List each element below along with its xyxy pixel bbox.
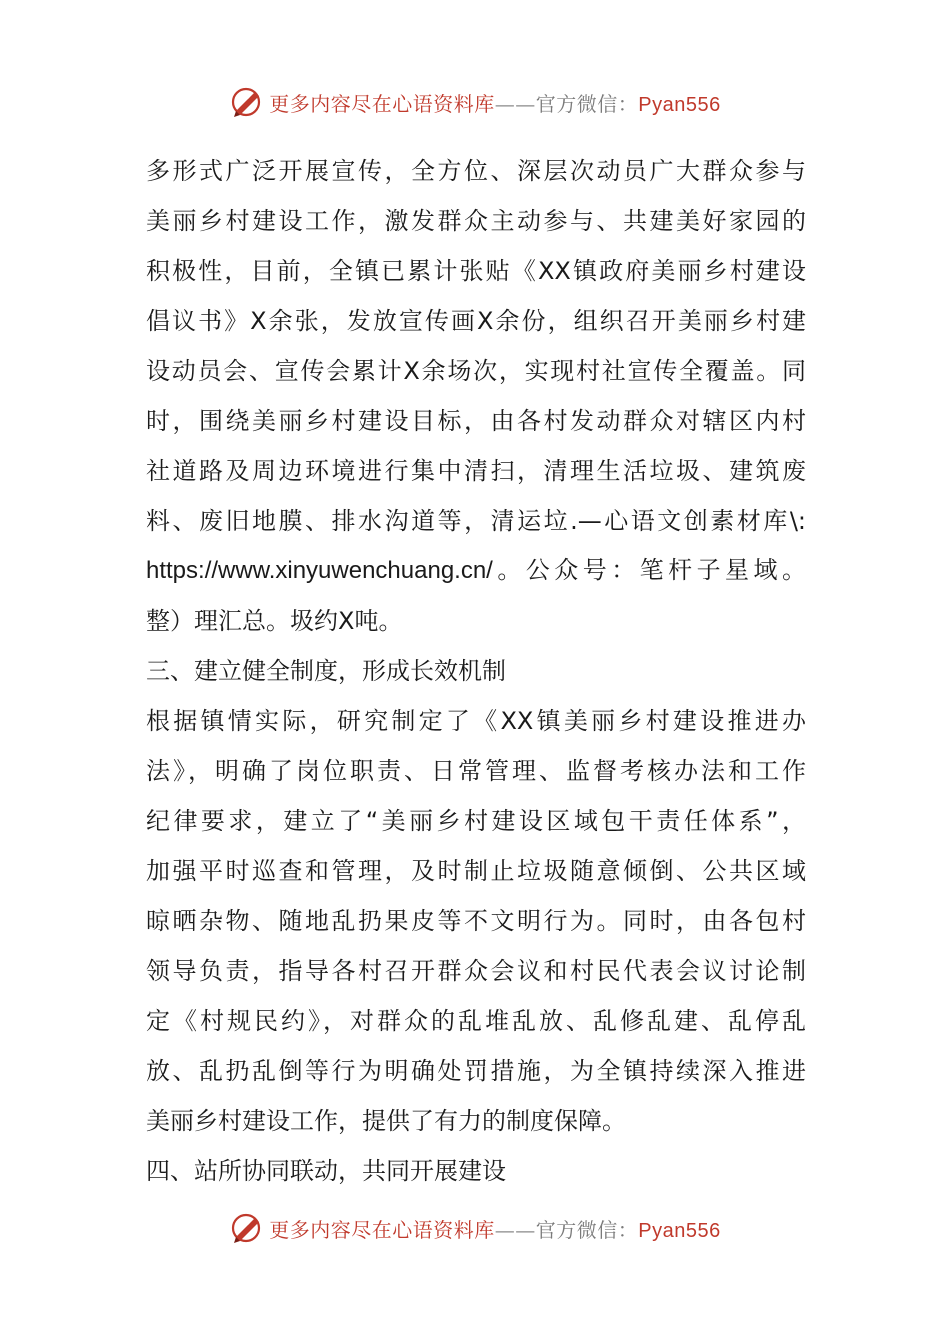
text-line: 设动员会、宣传会累计X余场次，实现村社宣传全覆盖。同: [146, 357, 806, 385]
text-line: 多形式广泛开展宣传，全方位、深层次动员广大群众参与: [146, 157, 806, 185]
pen-logo-icon: [229, 1210, 265, 1246]
text-line: 加强平时巡查和管理，及时制止垃圾随意倾倒、公共区域: [146, 857, 806, 885]
banner-wechat-id: Pyan556: [638, 93, 721, 116]
section-heading: 三、建立健全制度，形成长效机制: [146, 657, 506, 685]
text-line: 美丽乡村建设工作，激发群众主动参与、共建美好家园的: [146, 207, 806, 235]
text-line: 根据镇情实际，研究制定了《XX镇美丽乡村建设推进办: [146, 707, 806, 735]
banner-separator: ——: [494, 91, 536, 116]
text-line: 时，围绕美丽乡村建设目标，由各村发动群众对辖区内村: [146, 407, 806, 435]
text-line: 纪律要求，建立了“美丽乡村建设区域包干责任体系”，: [146, 807, 806, 835]
banner-title: 更多内容尽在心语资料库: [269, 91, 495, 116]
text-line: 法》，明确了岗位职责、日常管理、监督考核办法和工作: [146, 757, 806, 785]
text-line: 定《村规民约》，对群众的乱堆乱放、乱修乱建、乱停乱: [146, 1007, 806, 1035]
text-line: 积极性，目前，全镇已累计张贴《XX镇政府美丽乡村建设: [146, 257, 806, 285]
pen-logo-icon: [229, 84, 265, 120]
footer-banner: [0, 1208, 950, 1248]
section-heading: 四、站所协同联动，共同开展建设: [146, 1157, 506, 1185]
banner-wechat-id: Pyan556: [638, 1219, 721, 1242]
banner-wechat-label: 官方微信：: [535, 1217, 639, 1242]
text-line: 晾晒杂物、随地乱扔果皮等不文明行为。同时，由各包村: [146, 907, 806, 935]
text-line-url: https://www.xinyuwenchuang.cn/。公众号：笔杆子星域。: [146, 557, 806, 584]
text-line: 倡议书》X余张，发放宣传画X余份，组织召开美丽乡村建: [146, 307, 806, 335]
text-line: 美丽乡村建设工作，提供了有力的制度保障。: [146, 1107, 626, 1135]
banner-title: 更多内容尽在心语资料库: [269, 1217, 495, 1242]
text-line: 放、乱扔乱倒等行为明确处罚措施，为全镇持续深入推进: [146, 1057, 806, 1085]
banner-wechat-label: 官方微信：: [535, 91, 639, 116]
text-line: 整）理汇总。圾约X吨。: [146, 607, 403, 635]
banner-separator: ——: [494, 1217, 536, 1242]
text-line: 料、废旧地膜、排水沟道等，清运垃.—心语文创素材库\:: [146, 507, 806, 535]
text-line: 领导负责，指导各村召开群众会议和村民代表会议讨论制: [146, 957, 806, 985]
document-body: [146, 146, 806, 1196]
text-line: 社道路及周边环境进行集中清扫，清理生活垃圾、建筑废: [146, 457, 806, 485]
header-banner: [0, 82, 950, 122]
